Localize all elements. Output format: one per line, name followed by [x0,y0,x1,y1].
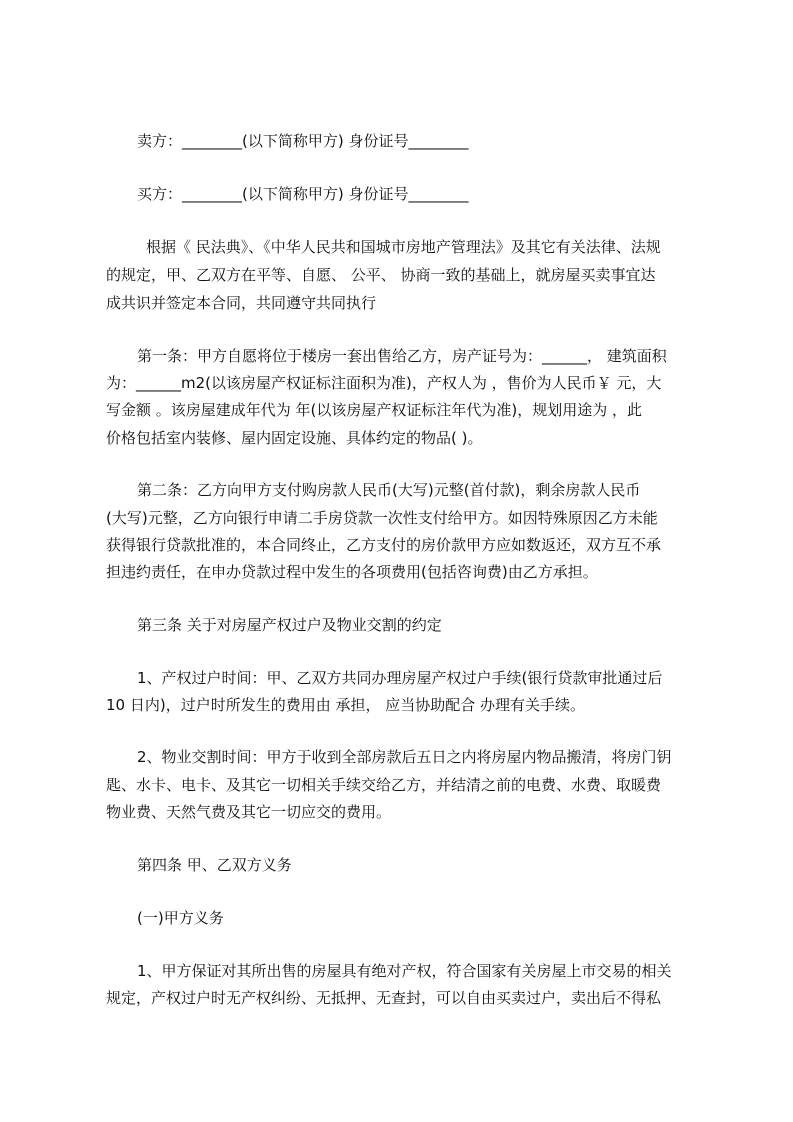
clause-3-2-line: 匙、水卡、电卡、及其它一切相关手续交给乙方，并结清之前的电费、水费、取暖费 [106,776,662,794]
article-2-line: (大写)元整，乙方向银行申请二手房贷款一次性支付给甲方。如因特殊原因乙方未能 [106,509,658,527]
preamble-line: 成共识并签定本合同，共同遵守共同执行 [106,294,377,312]
article-3-heading: 第三条 关于对房屋产权过户及物业交割的约定 [137,616,442,634]
buyer-line: 买方：________(以下简称甲方) 身份证号________ [137,185,469,203]
preamble-line: 的规定，甲、乙双方在平等、自愿、 公平、 协商一致的基础上，就房屋买卖事宜达 [106,266,656,284]
article-1-line: 写金额 。该房屋建成年代为 年(以该房屋产权证标注年代为准)，规划用途为 ，此 [106,401,643,419]
article-1-line: 为：______m2(以该房屋产权证标注面积为准)，产权人为 ，售价为人民币￥ 元，大 [106,374,662,392]
clause-4-1-line: 1、甲方保证对其所出售的房屋具有绝对产权，符合国家有关房屋上市交易的相关 [137,962,672,980]
article-2-line: 第二条：乙方向甲方支付购房款人民币(大写)元整(首付款)，剩余房款人民币 [137,481,641,499]
article-2-line: 担违约责任，在申办贷款过程中发生的各项费用(包括咨询费)由乙方承担。 [106,563,598,581]
clause-3-2-line: 2、物业交割时间：甲方于收到全部房款后五日之内将房屋内物品搬清，将房门钥 [137,748,672,766]
clause-3-1-line: 10 日内)，过户时所发生的费用由 承担， 应当协助配合 办理有关手续。 [106,696,586,714]
article-4-sub-heading: (一)甲方义务 [137,909,224,927]
seller-line: 卖方：________(以下简称甲方) 身份证号________ [137,132,469,150]
article-4-heading: 第四条 甲、乙双方义务 [137,856,292,874]
clause-3-2-line: 物业费、天然气费及其它一切应交的费用。 [106,803,392,821]
article-1-line: 第一条：甲方自愿将位于楼房一套出售给乙方，房产证号为：______， 建筑面积 [137,347,667,365]
article-1-line: 价格包括室内装修、屋内固定设施、具体约定的物品( )。 [106,429,483,447]
article-2-line: 获得银行贷款批准的，本合同终止，乙方支付的房价款甲方应如数返还，双方互不承 [106,536,662,554]
clause-3-1-line: 1、产权过户时间：甲、乙双方共同办理房屋产权过户手续(银行贷款审批通过后 [137,669,663,687]
clause-4-1-line: 规定，产权过户时无产权纠纷、无抵押、无查封，可以自由买卖过户，卖出后不得私 [106,989,662,1007]
preamble-line: 根据《 民法典》、《中华人民共和国城市房地产管理法》及其它有关法律、法规 [146,238,661,256]
